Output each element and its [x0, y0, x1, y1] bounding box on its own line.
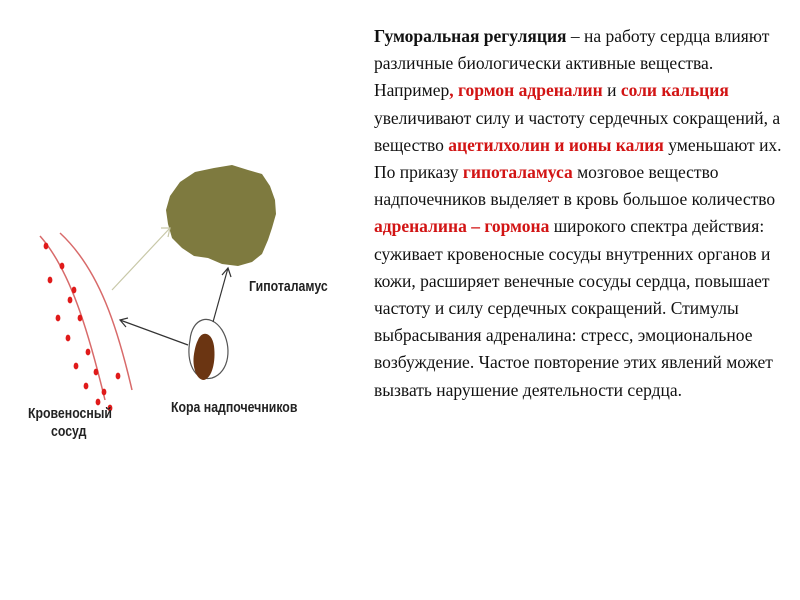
blood-cell — [78, 315, 83, 322]
description-text — [374, 23, 786, 404]
blood-cell — [116, 373, 121, 380]
text-title: Гуморальная регуляция — [374, 26, 567, 46]
arrow-adrenal-to-hypothalamus — [213, 268, 228, 322]
text-segment: широкого спектра действия: суживает кровеносные сосуды внутренних органов и кожи, расширяет венечные сосуды сердца, повышает частоту и силу сердечных сокращений. Стимулы выбрасывания адреналина: стресс, эмоциональное возбуждение. Частое повторение этих явлений может вызвать нарушение деятельности сердца. — [374, 216, 773, 400]
highlighted-term: гипоталамуса — [462, 162, 573, 183]
highlighted-term: адреналина – гормона — [374, 216, 550, 237]
blood-cell — [94, 369, 99, 376]
highlighted-term: соли кальция — [620, 80, 729, 101]
blood-cell — [74, 363, 79, 370]
blood-cell — [84, 383, 89, 390]
blood-cell — [60, 263, 65, 270]
vessel-wall-left — [40, 236, 105, 400]
text-segment: мозговое вещество надпочечников выделяет в кровь большое количество — [374, 162, 776, 210]
blood-cell — [48, 277, 53, 284]
blood-cell — [44, 243, 49, 250]
arrow-adrenal-to-vessel — [120, 320, 188, 345]
text-segment: уменьшают их. По приказу — [374, 134, 782, 183]
text-segment: увеличивают силу и частоту сердечных сокращений, а вещество — [374, 107, 781, 155]
text-segment: – на работу сердца влияют различные биологически активные вещества. Например — [374, 26, 770, 101]
blood-vessel-label-line1: Кровеносный — [28, 405, 112, 422]
text-segment: и — [602, 80, 621, 101]
highlighted-term: , гормон адреналин — [449, 80, 603, 101]
blood-cell — [66, 335, 71, 342]
arrow-vessel-to-hypothalamus — [112, 228, 170, 290]
blood-vessel-label-line2: сосуд — [51, 423, 87, 440]
highlighted-term: ацетилхолин и ионы калия — [448, 134, 664, 155]
blood-cell — [86, 349, 91, 356]
blood-cell — [56, 315, 61, 322]
blood-cell — [102, 389, 107, 396]
blood-cell — [72, 287, 77, 294]
humoral-regulation-diagram — [0, 0, 370, 600]
hypothalamus-label: Гипоталамус — [249, 278, 328, 295]
hypothalamus-shape — [166, 165, 276, 266]
blood-cell — [68, 297, 73, 304]
blood-cells — [44, 243, 121, 412]
adrenal-cortex-label: Кора надпочечников — [171, 399, 298, 416]
